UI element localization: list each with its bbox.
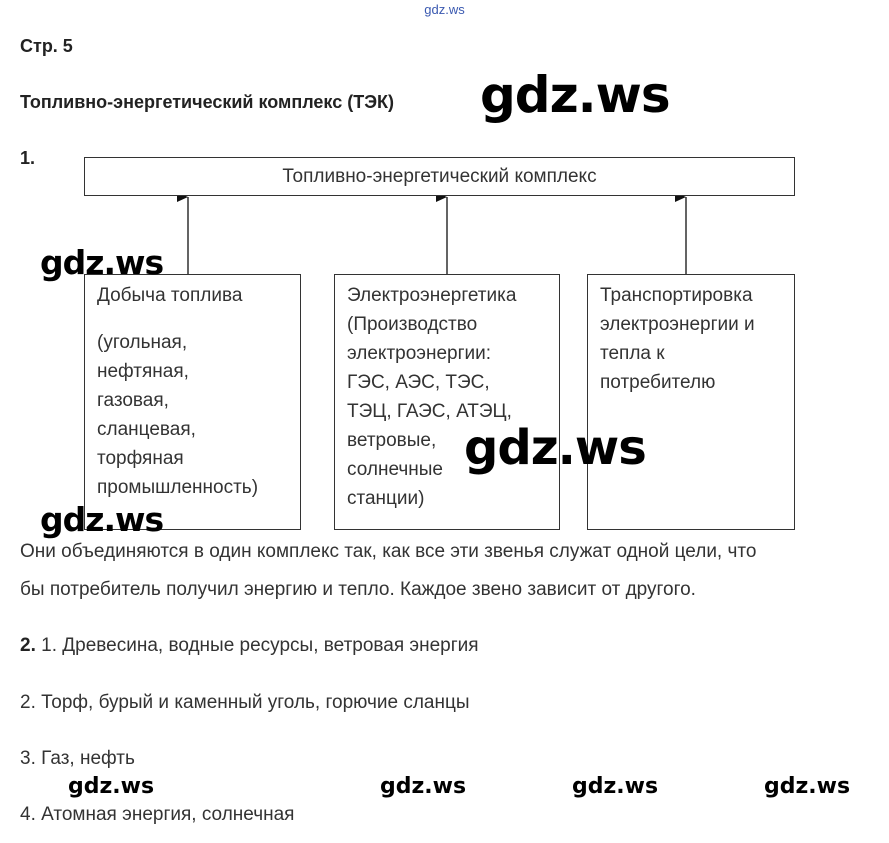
box-1-line: нефтяная,	[97, 361, 189, 382]
box-3-line: Транспортировка	[600, 285, 753, 306]
task-2-item-4: 4. Атомная энергия, солнечная	[20, 804, 295, 825]
box-1-line: газовая,	[97, 390, 169, 411]
box-2-line: солнечные	[347, 459, 443, 480]
section-title: Топливно-энергетический комплекс (ТЭК)	[20, 92, 394, 112]
task-2-item-3: 3. Газ, нефть	[20, 748, 135, 769]
box-2-line: электроэнергии:	[347, 343, 492, 364]
explanation-line-1: Они объединяются в один комплекс так, как все эти звенья служат одной цели, что	[20, 541, 757, 562]
watermark-bottom-4: gdz.ws	[764, 774, 851, 799]
box-2-line: ветровые,	[347, 430, 437, 451]
watermark-left-lower: gdz.ws	[40, 500, 164, 539]
box-2-line: (Производство	[347, 314, 478, 335]
diagram-box-power-industry	[334, 274, 560, 530]
box-2-line: ТЭЦ, ГАЭС, АТЭЦ,	[347, 401, 512, 422]
watermark-bottom-1: gdz.ws	[68, 774, 155, 799]
box-3-line: электроэнергии и	[600, 314, 755, 335]
watermark-bottom-2: gdz.ws	[380, 774, 467, 799]
diagram-main-box: Топливно-энергетический комплекс	[84, 157, 795, 196]
box-1-line: (угольная,	[97, 332, 188, 353]
diagram-box-transportation	[587, 274, 795, 530]
box-3-line: тепла к	[600, 343, 665, 364]
box-1-line: промышленность)	[97, 477, 259, 498]
watermark-bottom-3: gdz.ws	[572, 774, 659, 799]
box-2-line: станции)	[347, 488, 425, 509]
watermark-top: gdz.ws	[424, 2, 465, 17]
box-1-line: сланцевая,	[97, 419, 196, 440]
task-2-number: 2.	[20, 635, 36, 656]
task-2-item-1-text: 1. Древесина, водные ресурсы, ветровая энергия	[35, 635, 479, 656]
box-2-line: Электроэнергетика	[347, 285, 517, 306]
diagram-box-fuel-extraction	[84, 274, 301, 530]
task-2-item-1	[20, 635, 479, 657]
watermark-title: gdz.ws	[480, 66, 670, 124]
box-3-line: потребителю	[600, 372, 716, 393]
explanation-line-2: бы потребитель получил энергию и тепло. Каждое звено зависит от другого.	[20, 579, 696, 600]
watermark-center: gdz.ws	[464, 420, 646, 476]
box-1-line: торфяная	[97, 448, 184, 469]
watermark-left-upper: gdz.ws	[40, 243, 164, 282]
task-1-number: 1.	[20, 148, 36, 168]
box-2-line: ГЭС, АЭС, ТЭС,	[347, 372, 490, 393]
box-1-title: Добыча топлива	[97, 285, 243, 306]
page-number: Стр. 5	[20, 36, 73, 56]
task-2-item-2: 2. Торф, бурый и каменный уголь, горючие сланцы	[20, 692, 470, 713]
